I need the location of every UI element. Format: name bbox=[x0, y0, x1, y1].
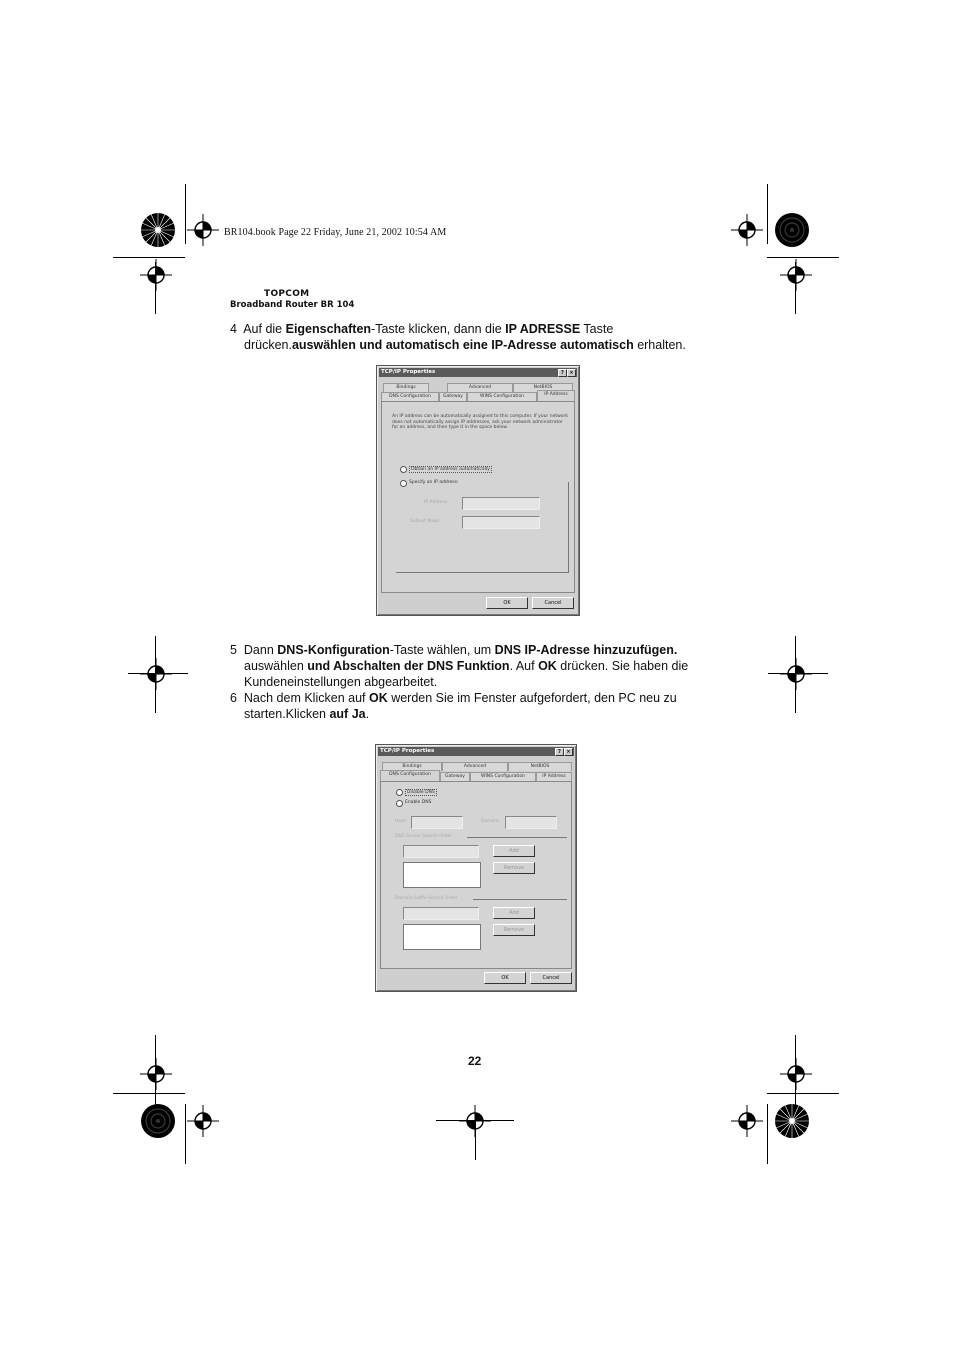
cancel-button[interactable]: Cancel bbox=[532, 597, 574, 609]
crop-mark bbox=[795, 636, 796, 713]
remove-dns-button[interactable]: Remove bbox=[493, 862, 535, 874]
ip-address-field[interactable] bbox=[462, 497, 540, 510]
tab-wins-configuration[interactable]: WINS Configuration bbox=[467, 392, 537, 401]
dns-server-ip-field[interactable] bbox=[403, 845, 479, 858]
tab-panel bbox=[380, 781, 572, 969]
emphasis: DNS-Konfiguration bbox=[277, 643, 390, 657]
radio-specify-ip[interactable] bbox=[400, 480, 407, 487]
tab-netbios[interactable]: NetBIOS bbox=[513, 383, 573, 392]
registration-sunburst-icon bbox=[140, 1103, 176, 1139]
tab-bindings[interactable]: Bindings bbox=[382, 762, 442, 771]
dialog-title: TCP/IP Properties bbox=[380, 748, 435, 754]
tab-ip-address[interactable]: IP Address bbox=[536, 772, 572, 781]
dns-server-list[interactable] bbox=[403, 862, 481, 888]
step6-line2 bbox=[244, 706, 369, 722]
crop-mark bbox=[155, 636, 156, 713]
crop-mark bbox=[767, 184, 768, 244]
crop-mark bbox=[767, 1093, 839, 1094]
registration-crosshair-icon bbox=[187, 214, 219, 246]
tab-ip-address[interactable]: IP Address bbox=[537, 390, 575, 401]
step-number: 4 bbox=[230, 322, 237, 336]
radio-obtain-automatically-label: Obtain an IP address automatically bbox=[411, 467, 490, 472]
registration-crosshair-icon bbox=[187, 1105, 219, 1137]
registration-crosshair-icon bbox=[780, 1058, 812, 1090]
tab-gateway[interactable]: Gateway bbox=[440, 772, 470, 781]
ip-description: An IP address can be automatically assigned to this computer. If your network does not automatically assign IP addresses, ask your network administrator for an address, and then type it in the space below. bbox=[392, 414, 568, 430]
registration-sunburst-icon bbox=[140, 212, 176, 248]
crop-mark bbox=[185, 184, 186, 244]
add-dns-button[interactable]: Add bbox=[493, 845, 535, 857]
close-icon[interactable]: × bbox=[564, 748, 573, 756]
step5-line3 bbox=[244, 674, 437, 690]
domain-suffix-order-label: Domain Suffix Search Order bbox=[395, 896, 458, 901]
step-number: 5 bbox=[230, 643, 237, 657]
host-field[interactable] bbox=[411, 816, 463, 829]
dialog-titlebar bbox=[378, 747, 574, 756]
text: Taste bbox=[580, 322, 614, 336]
crop-mark bbox=[475, 1120, 476, 1160]
radio-specify-ip-label: Specify an IP address: bbox=[409, 480, 459, 485]
text: erhalten. bbox=[633, 338, 686, 352]
crop-mark bbox=[767, 257, 839, 258]
radio-obtain-automatically[interactable] bbox=[400, 466, 407, 473]
tab-advanced[interactable]: Advanced bbox=[447, 383, 513, 392]
crop-mark bbox=[155, 262, 156, 314]
cancel-button[interactable]: Cancel bbox=[530, 972, 572, 984]
step6-line1 bbox=[230, 690, 677, 706]
ok-button[interactable]: OK bbox=[484, 972, 526, 984]
domain-field[interactable] bbox=[505, 816, 557, 829]
crop-mark bbox=[155, 1035, 156, 1105]
emphasis: auf Ja bbox=[329, 707, 366, 721]
crop-mark bbox=[795, 1035, 796, 1105]
radio-disable-dns[interactable] bbox=[396, 789, 403, 796]
emphasis: auswählen und automatisch eine IP-Adresse automatisch bbox=[291, 338, 634, 352]
dialog-title: TCP/IP Properties bbox=[381, 369, 436, 375]
crop-mark bbox=[113, 1093, 185, 1094]
crop-mark bbox=[185, 1104, 186, 1164]
dialog-titlebar bbox=[379, 368, 577, 377]
radio-enable-dns-label: Enable DNS bbox=[405, 800, 432, 805]
domain-suffix-field[interactable] bbox=[403, 907, 479, 920]
text: drücken. Sie haben die bbox=[556, 659, 689, 673]
tab-dns-configuration[interactable]: DNS Configuration bbox=[381, 392, 439, 401]
tab-panel bbox=[381, 401, 575, 593]
registration-sunburst-icon bbox=[774, 212, 810, 248]
crop-mark bbox=[128, 673, 188, 674]
subnet-mask-label: Subnet Mask: bbox=[410, 519, 441, 524]
help-button[interactable]: ? bbox=[558, 369, 567, 377]
domain-label: Domain: bbox=[481, 819, 500, 824]
text: Kundeneinstellungen abgearbeitet. bbox=[244, 675, 438, 689]
group-border bbox=[568, 482, 569, 572]
crop-mark bbox=[795, 262, 796, 314]
registration-crosshair-icon bbox=[140, 1058, 172, 1090]
registration-crosshair-icon bbox=[140, 658, 172, 690]
text: drücken. bbox=[244, 338, 292, 352]
text: Auf die bbox=[243, 322, 286, 336]
step4-line1 bbox=[230, 321, 613, 337]
help-button[interactable]: ? bbox=[555, 748, 564, 756]
text: auswählen bbox=[244, 659, 308, 673]
domain-suffix-list[interactable] bbox=[403, 924, 481, 950]
ip-address-label: IP Address: bbox=[424, 500, 449, 505]
step5-line2 bbox=[244, 658, 688, 674]
registration-crosshair-icon bbox=[780, 259, 812, 291]
emphasis: und Abschalten der DNS Funktion bbox=[307, 659, 510, 673]
text: -Taste klicken, dann die bbox=[371, 322, 506, 336]
radio-enable-dns[interactable] bbox=[396, 800, 403, 807]
tcpip-properties-dialog-ip bbox=[376, 365, 580, 616]
step4-line2 bbox=[244, 337, 686, 353]
tab-netbios[interactable]: NetBIOS bbox=[508, 762, 572, 771]
remove-suffix-button[interactable]: Remove bbox=[493, 924, 535, 936]
registration-crosshair-icon bbox=[731, 214, 763, 246]
crop-mark bbox=[113, 257, 185, 258]
group-border bbox=[467, 837, 567, 838]
crop-mark bbox=[768, 673, 828, 674]
emphasis: IP ADRESSE bbox=[505, 322, 581, 336]
book-info: BR104.book Page 22 Friday, June 21, 2002 10:54 AM bbox=[224, 227, 447, 238]
dns-server-order-label: DNS Server Search Order bbox=[395, 834, 452, 839]
registration-crosshair-icon bbox=[731, 1105, 763, 1137]
text: . Auf bbox=[509, 659, 539, 673]
tab-gateway[interactable]: Gateway bbox=[439, 392, 467, 401]
step5-line1 bbox=[230, 642, 677, 658]
text: Nach dem Klicken auf bbox=[243, 691, 369, 705]
tab-advanced[interactable]: Advanced bbox=[442, 762, 508, 771]
text: -Taste wählen, um bbox=[389, 643, 495, 657]
ok-button[interactable]: OK bbox=[486, 597, 528, 609]
group-border bbox=[473, 899, 567, 900]
emphasis: DNS IP-Adresse hinzuzufügen. bbox=[494, 643, 678, 657]
text: werden Sie im Fenster aufgefordert, den PC neu zu bbox=[387, 691, 677, 705]
subnet-mask-field[interactable] bbox=[462, 516, 540, 529]
page-number: 22 bbox=[468, 1054, 482, 1068]
registration-crosshair-icon bbox=[140, 259, 172, 291]
group-border bbox=[396, 572, 569, 573]
radio-disable-dns-label: Disable DNS bbox=[407, 790, 435, 795]
product-name: Broadband Router BR 104 bbox=[230, 300, 355, 310]
tab-wins-configuration[interactable]: WINS Configuration bbox=[470, 772, 536, 781]
text: . bbox=[365, 707, 370, 721]
text: Dann bbox=[243, 643, 278, 657]
tcpip-properties-dialog-dns bbox=[375, 744, 577, 992]
tab-bindings[interactable]: Bindings bbox=[383, 383, 429, 392]
registration-crosshair-icon bbox=[780, 658, 812, 690]
tab-dns-configuration[interactable]: DNS Configuration bbox=[380, 770, 440, 781]
emphasis: OK bbox=[538, 659, 557, 673]
host-label: Host: bbox=[395, 819, 407, 824]
add-suffix-button[interactable]: Add bbox=[493, 907, 535, 919]
emphasis: OK bbox=[368, 691, 388, 705]
crop-mark bbox=[767, 1104, 768, 1164]
text: starten.Klicken bbox=[244, 707, 330, 721]
registration-sunburst-icon bbox=[774, 1103, 810, 1139]
emphasis: Eigenschaften bbox=[285, 322, 372, 336]
step-number: 6 bbox=[230, 691, 237, 705]
close-icon[interactable]: × bbox=[567, 369, 576, 377]
brand-logo: TOPCOM bbox=[264, 289, 310, 299]
